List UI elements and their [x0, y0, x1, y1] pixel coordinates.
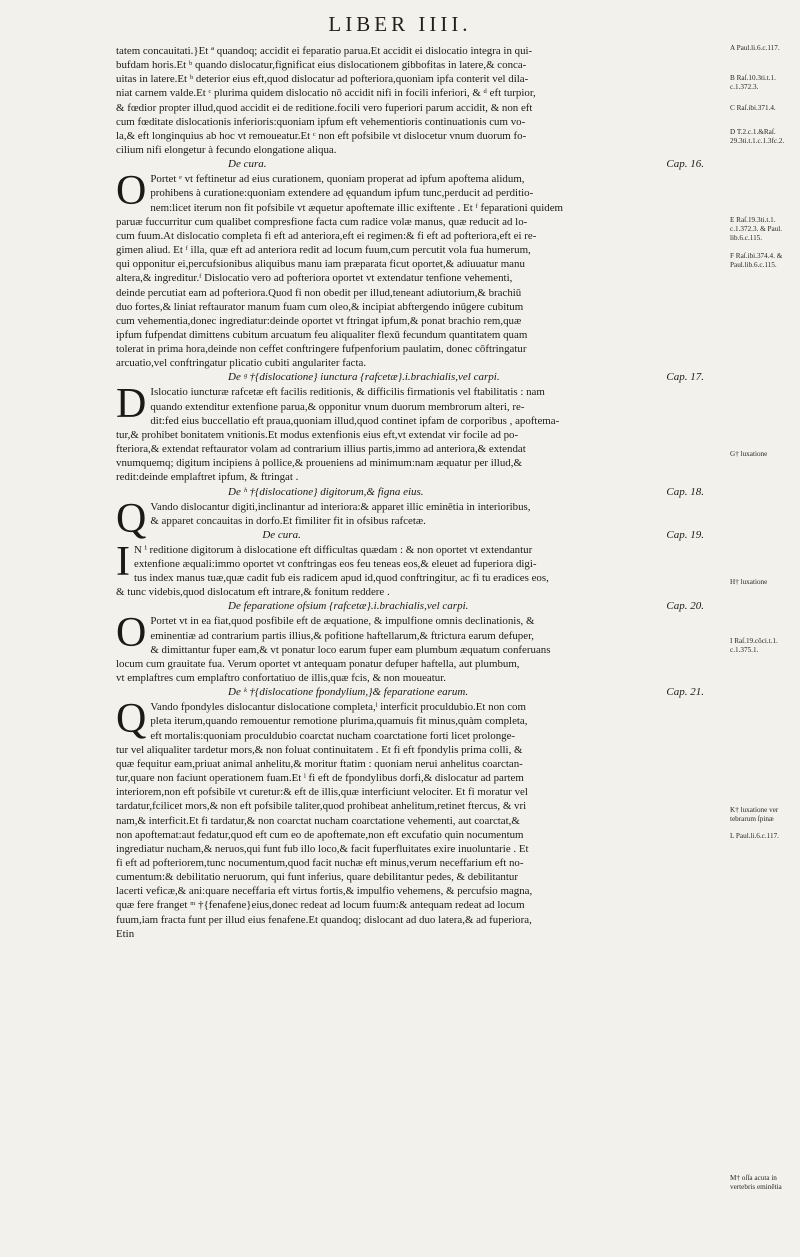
- drop-cap: Q: [116, 696, 147, 743]
- text-line: fuum,iam fracta funt per illud eius fenafene.Et quandoq; dislocant ad duo latera,& ad fuperiora,: [116, 913, 532, 926]
- text-line: tatem concauitati.}Et ª quandoq; accidit ei feparatio parua.Et accidit ei dislocatio integra in qui-: [116, 45, 533, 57]
- margin-note: E Raſ.19.3ti.t.1. c.1.372.3. & Paul. lib.6.c.115.: [730, 216, 783, 242]
- text-block: [116, 610, 722, 685]
- heading-title: De ʰ †{dislocatione} digitorum,& figna eius.: [228, 485, 424, 498]
- text-line: niat carnem valde.Et ᶜ plurima quidem dislocatio nō accidit nifi in focili inferiori, & ᵈ eft turpior,: [116, 87, 536, 100]
- heading-title: De ᵏ †{dislocatione fpondylium,}& feparatione earum.: [228, 686, 469, 699]
- drop-cap: O: [116, 610, 147, 657]
- chapter-number: Cap. 16.: [666, 158, 704, 171]
- text-line: & fœdior propter illud,quod accidit ei de reditione.focili vero fuperiori parum accidit, & non eft: [116, 101, 533, 114]
- text-line: & apparet concauitas in dorfo.Et fimiliter fit in ofsibus rafcetæ.: [150, 514, 426, 527]
- heading-title: De cura.: [228, 158, 267, 171]
- text-line: redit:deinde emplaftret ipfum, & ftringat .: [116, 471, 299, 484]
- drop-cap: D: [116, 381, 147, 428]
- text-line: qui opponitur ei,percufsionibus aliquibus manu iam præparata ficut oportet,& adiuuatur manu: [116, 258, 525, 271]
- text-line: prohibens à curatione:quoniam extendere ad ęquandum ipfum tunc,perducit ad perditio-: [150, 187, 534, 200]
- text-line: Portet ᵉ vt feftinetur ad eius curationem, quoniam properat ad ipfum apoftema alidum,: [150, 173, 525, 186]
- chapter-heading: [116, 599, 722, 614]
- text-line: & dimittantur fuper eam,& vt ponatur loco earum fuper eam plumbum æquatum conferuans: [150, 643, 551, 656]
- heading-title: De ᵍ †{dislocatione} iunctura {rafcetæ}.i.brachialis,vel carpi.: [228, 371, 500, 384]
- chapter-heading: [116, 685, 722, 700]
- text-line: quæ fere franget ᵐ †{fenafene}eius,donec redeat ad locum fuum:& antequam redeat ad locum: [116, 899, 525, 912]
- text-line: gimen aliud. Et ᶠ illa, quæ eft ad anteriora redit ad locum fuum,cum percutit vola fua humerum,: [116, 244, 531, 257]
- text-line: dit:fed eius buccellatio eft praua,quoniam illud,quod continet ipfam de corporibus , apoftema-: [150, 414, 560, 427]
- margin-note: H† luxatione: [730, 578, 768, 586]
- text-line: Etin: [116, 927, 135, 940]
- text-line: vt emplaftres cum emplaftro confortatiuo de illis,quæ fcis, & non moueatur.: [116, 672, 446, 685]
- text-line: pleta iterum,quando remouentur remotione plurima,quamuis fit minus,quàm completa,: [150, 715, 528, 728]
- text-line: cum fœditate dislocationis inferioris:quoniam ipfum eft vehementioris continuationis cum vo-: [116, 115, 526, 128]
- margin-note: A Paul.li.6.c.117.: [730, 44, 780, 52]
- chapter-number: Cap. 20.: [666, 600, 704, 613]
- text-line: nam,& interficit.Et fi tardatur,& non coarctat nucham coarctatione vehementi, aut coarctat,&: [116, 814, 520, 827]
- text-line: cum fuum.At dislocatio completa fi eft ad anteriora,eft ei regimen:& fi eft ad pofteriora,eft ei re-: [116, 229, 537, 242]
- text-line: tur,quare non faciunt operationem fuam.Et ˡ fi eft de fpondylibus dorfi,& dislocatur ad partem: [116, 772, 524, 785]
- main-text: [116, 44, 722, 941]
- text-line: Vando dislocantur digiti,inclinantur ad interiora:& apparet illic eminētia in interioribus,: [150, 500, 531, 513]
- text-line: quæ fequitur eam,priuat animal anhelitu,& moritur ftatim : quoniam nerui anhelitus coarctan-: [116, 757, 523, 770]
- text-line: Vando fpondyles dislocantur dislocatione completa,ˡ interficit proculdubio.Et non com: [150, 701, 526, 714]
- chapter-number: Cap. 18.: [666, 485, 704, 498]
- chapter-number: Cap. 19.: [666, 528, 704, 541]
- text-line: Portet vt in ea fiat,quod posfibile eft de æquatione, & impulfione omnis declinationis, &: [150, 615, 535, 628]
- text-line: ingrediatur nucham,& neruos,qui funt fub illo loco,& facit fuperfluitates exire inuoluntarie . Et: [116, 842, 529, 855]
- text-line: tur vel aliqualiter tardetur mors,& non foluat continuitatem . Et fi eft fpondylis prima colli, &: [116, 743, 523, 756]
- text-line: N ⁱ reditione digitorum à dislocatione eft difficultas quædam : & non oportet vt extendantur: [134, 543, 533, 556]
- margin-note: M† oſſa acuta in vertebris eminētia: [730, 1174, 782, 1191]
- text-line: tardatur,fcilicet mors,& non eft pofsibile taliter,quod prohibeat anhelitum,retinet ftercus, & vri: [116, 800, 527, 813]
- heading-title: De feparatione ofsium {rafcetæ}.i.brachialis,vel carpi.: [228, 600, 469, 613]
- margin-note: C Raſ.ibi.371.4.: [730, 104, 776, 112]
- drop-cap: I: [116, 538, 130, 585]
- margin-note: B Raſ.10.3ti.t.1. c.1.372.3.: [730, 74, 776, 91]
- text-line: quando extenditur extenfione parua,& opponitur vnum duorum membrorum alteri, re-: [150, 400, 525, 413]
- text-line: tur,& prohibet bonitatem vnitionis.Et modus extenfionis eius eft,vt extendat vir focile ad po-: [116, 428, 519, 441]
- text-line: deinde percutiat eam ad pofteriora.Quod fi non obedit per illud,teneant adiutorium,& brachiū: [116, 286, 522, 299]
- chapter-number: Cap. 17.: [666, 371, 704, 384]
- text-line: lacerti veficæ,& ani:quare neceffaria eft virtus fortis,& impulfio vehemens, & percufsio magna,: [116, 885, 533, 898]
- text-line: eft mortalis:quoniam proculdubio coarctat nucham coarctatione forti licet prolonge-: [150, 729, 516, 742]
- text-line: fteriora,& extendat reftaurator volam ad contrarium illius partis,immo ad anteriora,& extendat: [116, 443, 526, 456]
- margin-note: I Raſ.19.côci.t.1. c.1.375.1.: [730, 637, 778, 654]
- text-line: cumentum:& debilitatio neruorum, qui funt inferius, quare debilitantur pedes, & debilitantur: [116, 871, 518, 884]
- chapter-heading: [116, 370, 722, 385]
- text-block: [116, 696, 722, 941]
- text-line: locum cum grauitate fua. Verum oportet vt antequam ponatur defuper haftella, aut plumbum,: [116, 657, 520, 670]
- text-line: duo fortes,& liniat reftaurator manum fuam cum oleo,& incipiat abftergendo inūgere cubitum: [116, 300, 524, 313]
- text-line: la,& eft longinquius ab hoc vt remoueatur.Et ᶜ non eft pofsibile vt dislocetur vnum duorum fo-: [116, 129, 527, 142]
- text-line: nem:licet iterum non fit pofsibile vt æquetur apoftemate illic exiftente . Et ᶠ feparationi quidem: [150, 201, 564, 214]
- text-line: non apoftemat:aut fedatur,quod eft cum eo de apoftemate,non eft excufatio quin nocumentum: [116, 828, 524, 841]
- margin-note: G† luxatione: [730, 450, 768, 458]
- margin-note: D T.2.c.1.&Raſ. 29.3ti.t.1.c.1.3fc.2.: [730, 128, 785, 145]
- text-line: Islocatio iuncturæ rafcetæ eft facilis reditionis, & difficilis firmationis vel ftabilitatis : nam: [150, 386, 545, 399]
- text-line: & tunc videbis,quod dislocatum eft intrare,& fonitum reddere .: [116, 586, 390, 599]
- heading-title: De cura.: [262, 528, 301, 541]
- text-line: eminentiæ ad contrarium partis illius,& pofitione haftellarum,& ftrictura earum defuper,: [150, 629, 534, 642]
- text-line: cum vehementia,donec ingrediatur:deinde oportet vt ftringat ipfum,& ponat brachio rem,quæ: [116, 314, 522, 327]
- text-line: tus index manus tuæ,quæ cadit fub eis radicem apud id,quod conftringitur, ac fi tu eradices eos,: [134, 572, 549, 585]
- text-line: cilium nifi elongetur à fecundo elongatione aliqua.: [116, 144, 337, 157]
- text-line: uitas in latere.Et ᵇ deterior eius eft,quod dislocatur ad pofteriora,quoniam ipfa conterit vel dila-: [116, 73, 529, 86]
- chapter-number: Cap. 21.: [666, 686, 704, 699]
- text-block: [116, 44, 722, 157]
- chapter-heading: [116, 485, 722, 500]
- text-line: interiorem,non eft pofsibile vt curetur:& eft de illis,quæ interficiunt velociter. Et fi moratur vel: [116, 786, 528, 799]
- text-line: fi eft ad pofteriorem,tunc nocumentum,quod facit nuchæ eft minus,verum neceffarium eft no-: [116, 856, 524, 869]
- text-line: paruæ fuccurritur cum qualibet compresfione facta cum radice volæ manus, quæ reducit ad lo-: [116, 215, 528, 228]
- text-block: [116, 168, 722, 370]
- chapter-heading: [150, 528, 722, 543]
- text-line: tolerat in prima hora,deinde non ceffet conftringere fufpenforium paulatim, donec cōftringatur: [116, 343, 527, 356]
- text-line: arcuatio,vel conftringatur plicatio cubiti angulariter facta.: [116, 357, 367, 370]
- text-line: altera,& ingreditur.ᶠ Dislocatio vero ad pofteriora oportet vt extendatur tenfione vehementi,: [116, 272, 513, 285]
- drop-cap: O: [116, 168, 147, 215]
- chapter-heading: [116, 157, 722, 172]
- page-header: LIBER IIII.: [328, 12, 472, 36]
- text-line: extenfione æquali:immo oportet vt conftringas eos feu teneas eos,& eleuet ad fuperiora digi-: [134, 558, 537, 570]
- drop-cap: Q: [116, 495, 147, 542]
- text-line: bufdam horis.Et ᵇ quando dislocatur,fignificat eius dislocationem gibbofitas in latere,& conca-: [116, 59, 527, 72]
- text-block: [116, 538, 722, 600]
- margin-note: K† luxatione ver tebrarum ſpinæ: [730, 806, 779, 823]
- text-block: [116, 381, 722, 484]
- margin-note: L Paul.li.6.c.117.: [730, 832, 779, 840]
- text-line: ipfum fufpendat dimittens cubitum arcuatum feu aliqualiter flexū fecundum quantitatem quam: [116, 328, 528, 341]
- text-line: vnumquemq; digitum incipiens à pollice,& proueniens ad minimum:nam æquatur per illud,&: [116, 457, 522, 470]
- margin-note: F Raſ.ibi.374.4. & Paul.lib.6.c.115.: [730, 252, 783, 269]
